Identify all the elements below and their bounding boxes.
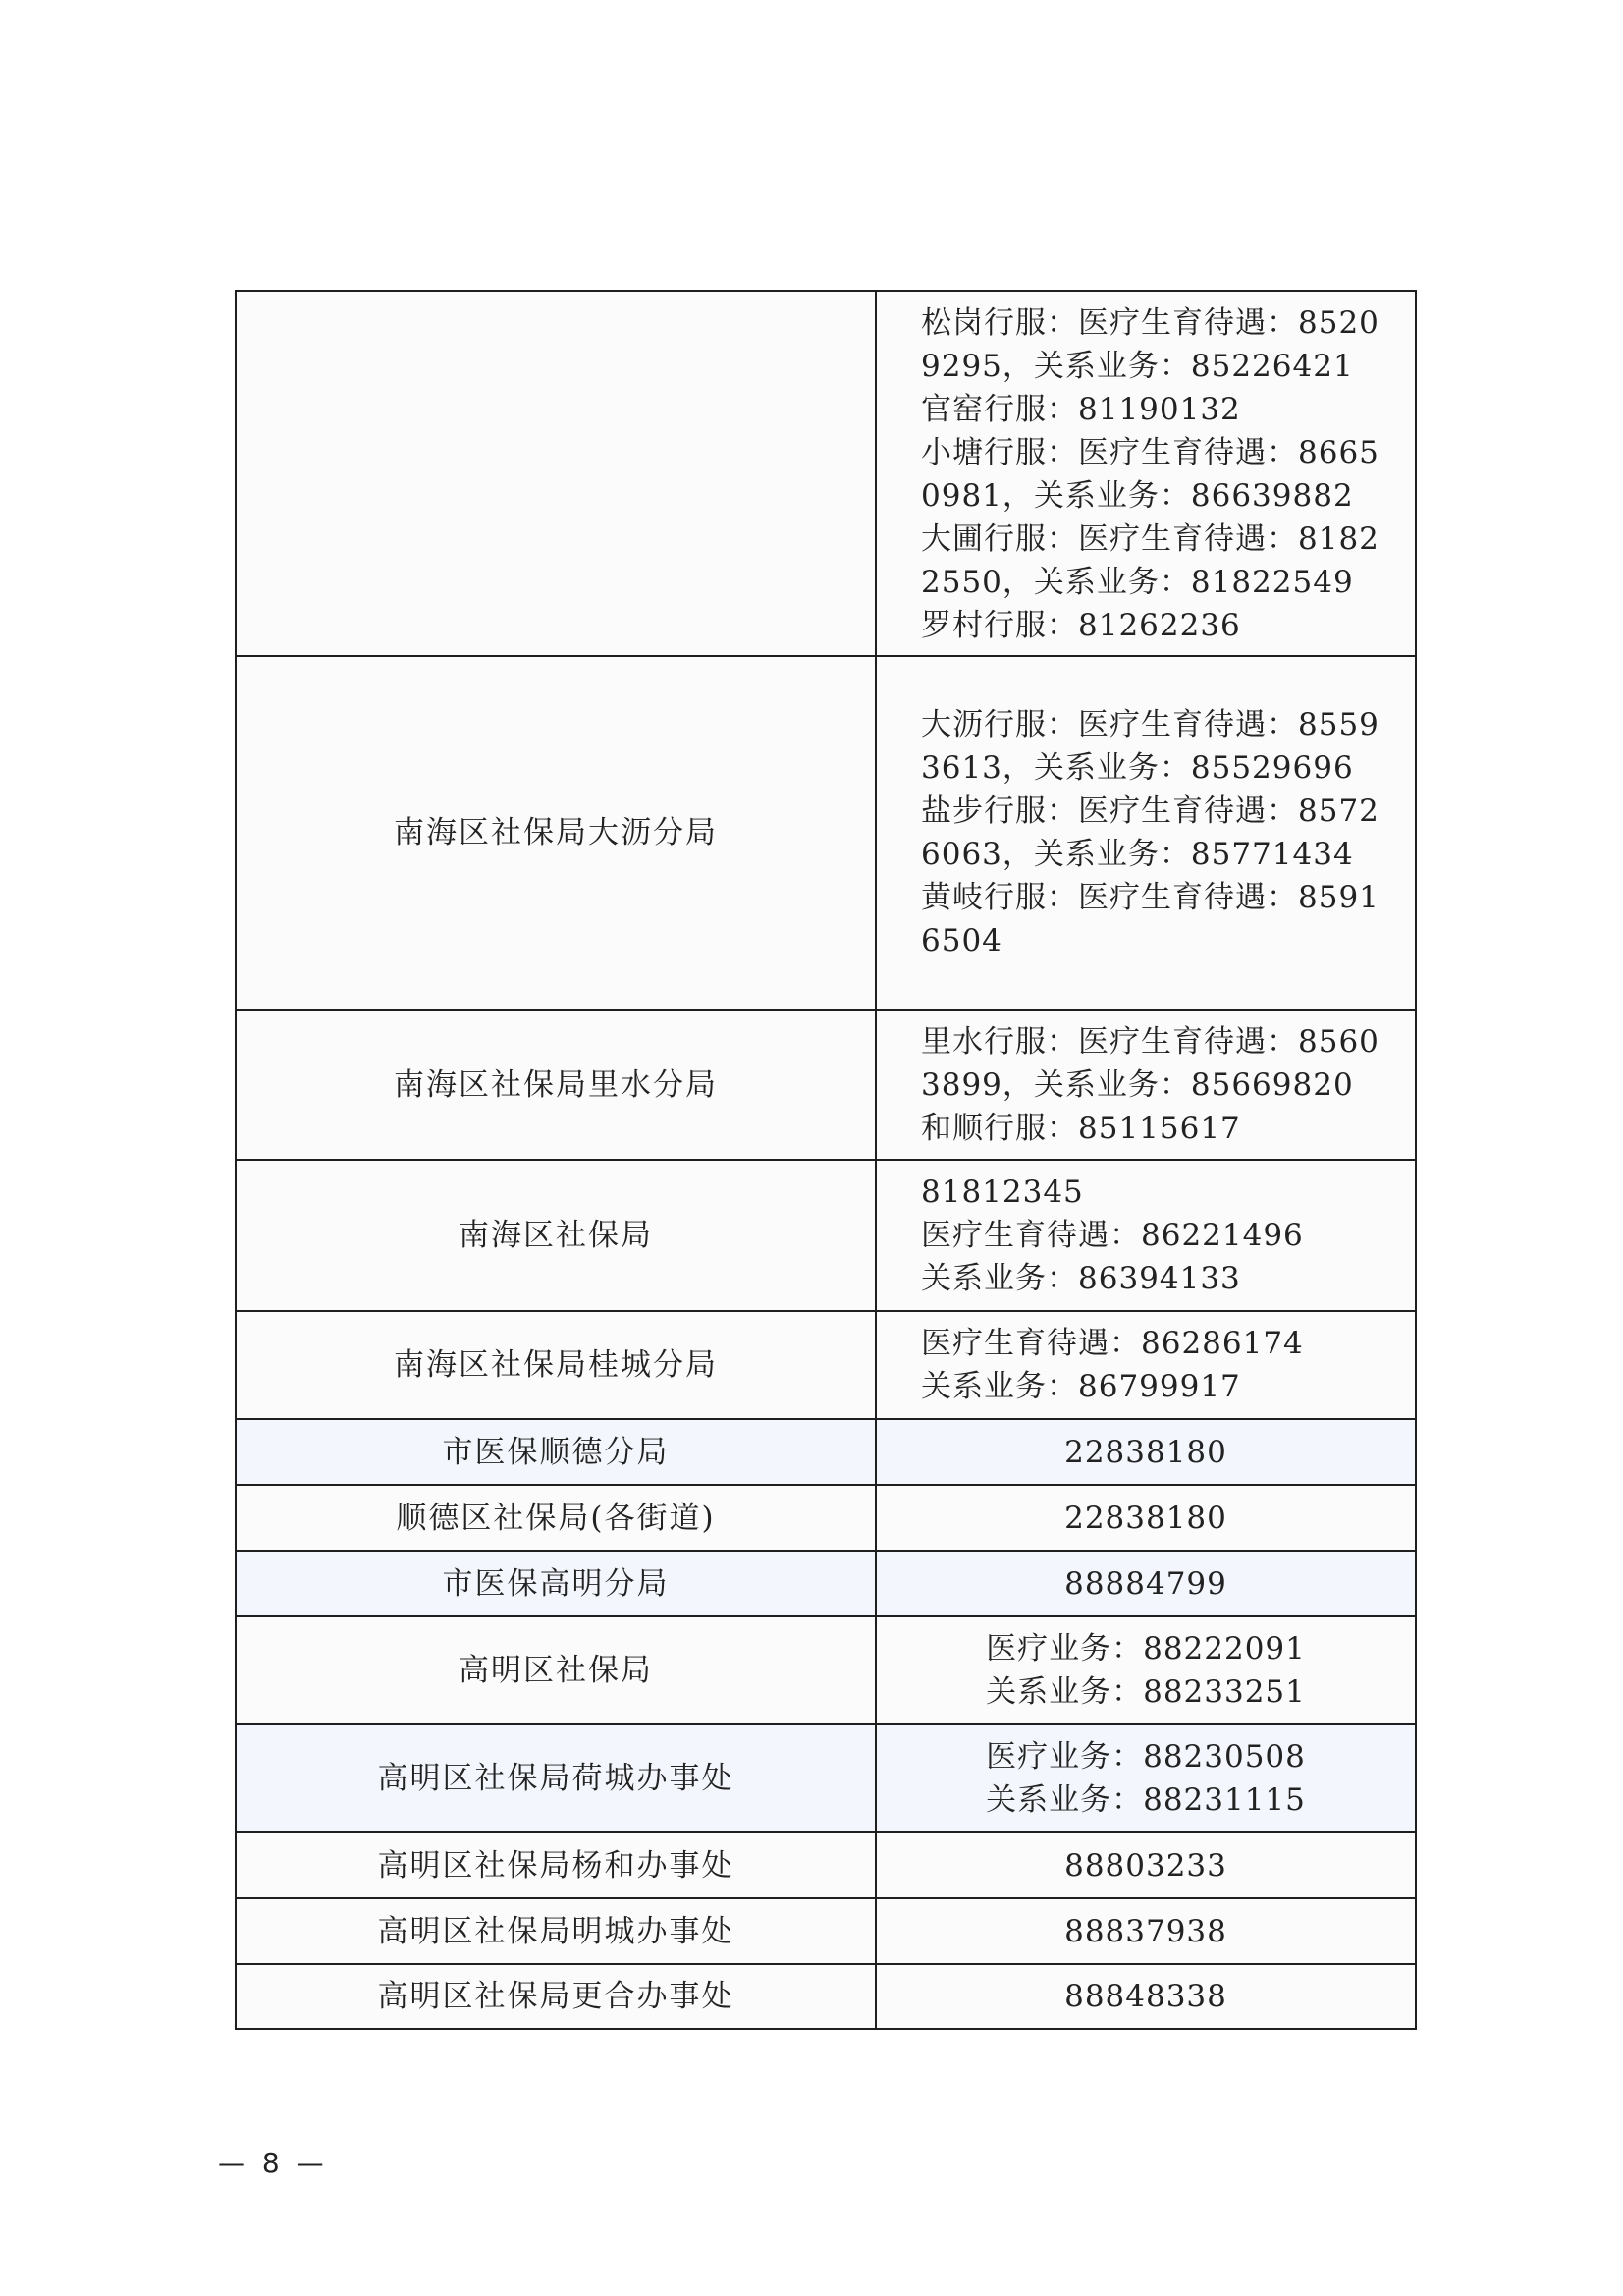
phone-line: 88837938 (1064, 1913, 1227, 1949)
phone-line: 6504 (921, 923, 1002, 958)
phone-line: 医疗生育待遇：86221496 (921, 1218, 1304, 1253)
phone-line: 81812345 (921, 1175, 1084, 1210)
phone-cell (876, 1832, 1416, 1898)
phone-line: 2550，关系业务：81822549 (921, 565, 1354, 600)
phone-line: 小塘行服：医疗生育待遇：8665 (921, 435, 1380, 470)
phone-line: 88803233 (1064, 1847, 1227, 1884)
phone-line: 医疗业务：88230508 (986, 1739, 1306, 1775)
phone-cell (876, 1616, 1416, 1724)
phone-line: 关系业务：88231115 (986, 1782, 1306, 1818)
table-row (236, 1160, 1416, 1311)
phone-cell (876, 1724, 1416, 1832)
phone-cell (876, 1160, 1416, 1311)
office-name-cell: 南海区社保局大沥分局 (236, 656, 876, 1010)
phone-cell (876, 1311, 1416, 1419)
office-name-cell: 高明区社保局杨和办事处 (236, 1832, 876, 1898)
phone-line: 大沥行服：医疗生育待遇：8559 (921, 707, 1380, 742)
phone-line: 罗村行服：81262236 (921, 608, 1241, 643)
table-row (236, 1311, 1416, 1419)
phone-line: 黄岐行服：医疗生育待遇：8591 (921, 880, 1380, 915)
phone-line: 大圃行服：医疗生育待遇：8182 (921, 521, 1380, 557)
phone-line: 关系业务：86394133 (921, 1261, 1241, 1296)
table-row (236, 1551, 1416, 1616)
table-row (236, 1964, 1416, 2029)
phone-line: 9295，关系业务：85226421 (921, 349, 1354, 384)
phone-cell (876, 1010, 1416, 1160)
phone-line: 里水行服：医疗生育待遇：8560 (921, 1023, 1380, 1060)
table-row (236, 1485, 1416, 1551)
office-name-cell: 南海区社保局桂城分局 (236, 1311, 876, 1419)
page-number: — 8 — (218, 2147, 328, 2179)
office-name-cell: 高明区社保局明城办事处 (236, 1898, 876, 1964)
table-row (236, 1010, 1416, 1160)
phone-line: 22838180 (1064, 1434, 1227, 1470)
phone-line: 医疗生育待遇：86286174 (921, 1326, 1304, 1361)
office-name-cell: 南海区社保局 (236, 1160, 876, 1311)
phone-line: 官窑行服：81190132 (921, 392, 1241, 427)
phone-cell (876, 1964, 1416, 2029)
table-row (236, 1832, 1416, 1898)
phone-cell (876, 656, 1416, 1010)
office-name-cell: 南海区社保局里水分局 (236, 1010, 876, 1160)
phone-cell (876, 1419, 1416, 1485)
phone-line: 22838180 (1064, 1500, 1227, 1536)
phone-line: 88848338 (1064, 1979, 1227, 2014)
office-name-cell: 高明区社保局荷城办事处 (236, 1724, 876, 1832)
office-name-cell: 顺德区社保局(各街道) (236, 1485, 876, 1551)
phone-line: 和顺行服：85115617 (921, 1110, 1241, 1146)
phone-cell (876, 291, 1416, 656)
table-row (236, 1419, 1416, 1485)
office-name-cell: 高明区社保局更合办事处 (236, 1964, 876, 2029)
table-row (236, 656, 1416, 1010)
table-row (236, 1616, 1416, 1724)
phone-line: 6063，关系业务：85771434 (921, 837, 1354, 872)
office-name-cell: 市医保高明分局 (236, 1551, 876, 1616)
table-row (236, 1724, 1416, 1832)
office-name-cell (236, 291, 876, 656)
phone-line: 盐步行服：医疗生育待遇：8572 (921, 793, 1380, 829)
office-name-cell: 高明区社保局 (236, 1616, 876, 1724)
phone-line: 关系业务：88233251 (986, 1674, 1306, 1710)
phone-line: 医疗业务：88222091 (986, 1631, 1306, 1667)
phone-line: 88884799 (1064, 1565, 1227, 1602)
phone-line: 3899，关系业务：85669820 (921, 1066, 1354, 1103)
phone-line: 3613，关系业务：85529696 (921, 750, 1354, 786)
phone-cell (876, 1551, 1416, 1616)
phone-line: 关系业务：86799917 (921, 1369, 1241, 1404)
phone-cell (876, 1898, 1416, 1964)
office-name-cell: 市医保顺德分局 (236, 1419, 876, 1485)
contacts-table (235, 290, 1417, 2030)
phone-cell (876, 1485, 1416, 1551)
table-row (236, 291, 1416, 656)
phone-line: 0981，关系业务：86639882 (921, 478, 1354, 514)
phone-line: 松岗行服：医疗生育待遇：8520 (921, 305, 1380, 341)
table-row (236, 1898, 1416, 1964)
